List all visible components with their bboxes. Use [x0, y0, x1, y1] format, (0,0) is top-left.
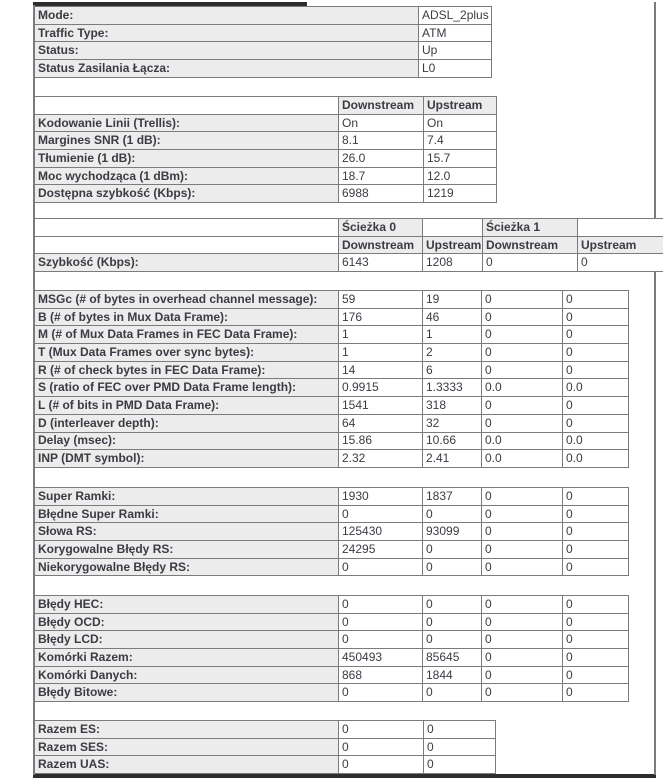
label-cell: Mode:: [35, 7, 419, 25]
label-cell: Błędy HEC:: [35, 596, 339, 614]
value-cell: 0: [423, 541, 493, 559]
label-cell: Szybkość (Kbps):: [35, 254, 339, 272]
value-cell: 0: [423, 558, 493, 576]
value-cell: 0: [482, 397, 563, 415]
value-cell: 450493: [339, 649, 423, 667]
table-row: [482, 631, 629, 649]
table-row: [35, 558, 493, 576]
value-cell: 2.32: [339, 450, 423, 468]
value-cell: 10.66: [423, 432, 493, 450]
table-row: [35, 613, 493, 631]
label-cell: Komórki Razem:: [35, 649, 339, 667]
table-row: [35, 150, 497, 168]
table-row: [35, 523, 493, 541]
value-cell: 0: [482, 361, 563, 379]
label-cell: Downstream: [339, 236, 423, 254]
value-cell: 868: [339, 666, 423, 684]
table-row: [482, 308, 629, 326]
value-cell: 15.7: [424, 150, 497, 168]
value-cell: [35, 219, 339, 237]
label-cell: Razem UAS:: [35, 756, 339, 774]
value-cell: 2: [423, 344, 493, 362]
table-row: [482, 558, 629, 576]
framing-parameters-path1: [481, 290, 629, 468]
value-cell: 0.0: [563, 450, 629, 468]
value-cell: 0: [563, 649, 629, 667]
table-row: [482, 505, 629, 523]
label-cell: Tłumienie (1 dB):: [35, 150, 339, 168]
framing-parameters-path0: [34, 290, 493, 468]
label-cell: Ścieżka 0: [339, 219, 423, 237]
value-cell: 0: [482, 631, 563, 649]
value-cell: 0: [563, 414, 629, 432]
table-row: [482, 613, 629, 631]
value-cell: 85645: [423, 649, 493, 667]
value-cell: 6: [423, 361, 493, 379]
label-cell: Upstream: [578, 236, 663, 254]
label-cell: Niekorygowalne Błędy RS:: [35, 558, 339, 576]
value-cell: 0: [482, 414, 563, 432]
superframe-counters-path1: [481, 487, 629, 576]
value-cell: 0.0: [563, 379, 629, 397]
value-cell: [35, 97, 339, 115]
value-cell: 59: [339, 291, 423, 309]
table-row: [35, 24, 492, 42]
value-cell: 0: [563, 488, 629, 506]
value-cell: 0: [482, 308, 563, 326]
value-cell: 0: [482, 344, 563, 362]
value-cell: 0: [482, 596, 563, 614]
table-row: [482, 450, 629, 468]
value-cell: On: [339, 114, 424, 132]
value-cell: 0: [482, 666, 563, 684]
table-row: [482, 666, 629, 684]
value-cell: 2.41: [423, 450, 493, 468]
frame-right-border: [654, 2, 656, 775]
value-cell: 1: [339, 326, 423, 344]
table-row: [35, 291, 493, 309]
value-cell: 0: [423, 613, 493, 631]
value-cell: 0: [563, 613, 629, 631]
value-cell: L0: [419, 60, 492, 78]
table-row: [35, 114, 497, 132]
table-row: [35, 756, 496, 774]
value-cell: 18.7: [339, 167, 424, 185]
value-cell: 0: [563, 505, 629, 523]
value-cell: 0: [482, 291, 563, 309]
label-cell: Status:: [35, 42, 419, 60]
value-cell: 0: [563, 541, 629, 559]
table-row: [35, 379, 493, 397]
cell-error-counters-path1: [481, 595, 629, 702]
value-cell: 0: [482, 523, 563, 541]
table-row: [482, 488, 629, 506]
table-row: [35, 326, 493, 344]
table-row: [35, 361, 493, 379]
table-row: [483, 219, 663, 237]
value-cell: [578, 219, 663, 237]
value-cell: 6988: [339, 185, 424, 203]
value-cell: 32: [423, 414, 493, 432]
path1-rate-table: [482, 218, 663, 272]
cell-error-counters-path0: [34, 595, 493, 702]
table-row: [35, 432, 493, 450]
value-cell: 0: [482, 326, 563, 344]
value-cell: 0: [563, 397, 629, 415]
value-cell: 176: [339, 308, 423, 326]
label-cell: T (Mux Data Frames over sync bytes):: [35, 344, 339, 362]
table-row: [35, 684, 493, 702]
value-cell: 7.4: [424, 132, 497, 150]
value-cell: 0: [339, 558, 423, 576]
path0-rate-table: [34, 218, 494, 272]
value-cell: 12.0: [424, 167, 497, 185]
value-cell: 0: [423, 505, 493, 523]
table-row: [35, 631, 493, 649]
table-row: [35, 42, 492, 60]
value-cell: Up: [419, 42, 492, 60]
value-cell: 1930: [339, 488, 423, 506]
label-cell: INP (DMT symbol):: [35, 450, 339, 468]
table-row: [482, 326, 629, 344]
label-cell: Super Ramki:: [35, 488, 339, 506]
value-cell: 1837: [423, 488, 493, 506]
value-cell: 0: [339, 684, 423, 702]
label-cell: M (# of Mux Data Frames in FEC Data Frame):: [35, 326, 339, 344]
value-cell: 0: [339, 756, 424, 774]
value-cell: 0: [339, 613, 423, 631]
table-row: [482, 361, 629, 379]
value-cell: 0: [563, 308, 629, 326]
table-row: [482, 523, 629, 541]
label-cell: B (# of bytes in Mux Data Frame):: [35, 308, 339, 326]
label-cell: Upstream: [423, 236, 494, 254]
superframe-counters-path0: [34, 487, 493, 576]
table-row: [35, 738, 496, 756]
value-cell: 0: [482, 558, 563, 576]
table-row: [35, 666, 493, 684]
value-cell: ATM: [419, 24, 492, 42]
value-cell: 0: [483, 254, 578, 272]
value-cell: 0: [424, 756, 496, 774]
link-mode-table: [34, 6, 492, 78]
value-cell: 0: [424, 721, 496, 739]
value-cell: 64: [339, 414, 423, 432]
value-cell: 0.0: [482, 450, 563, 468]
value-cell: [35, 236, 339, 254]
label-cell: Dostępna szybkość (Kbps):: [35, 185, 339, 203]
value-cell: 24295: [339, 541, 423, 559]
value-cell: 0: [482, 684, 563, 702]
value-cell: 0.0: [482, 379, 563, 397]
value-cell: 125430: [339, 523, 423, 541]
value-cell: 0: [482, 649, 563, 667]
value-cell: 26.0: [339, 150, 424, 168]
label-cell: Traffic Type:: [35, 24, 419, 42]
table-row: [35, 721, 496, 739]
value-cell: 0: [563, 558, 629, 576]
value-cell: 0: [339, 596, 423, 614]
table-row: [35, 97, 497, 115]
value-cell: 1208: [423, 254, 494, 272]
table-row: [35, 60, 492, 78]
label-cell: Razem ES:: [35, 721, 339, 739]
table-row: [35, 450, 493, 468]
table-row: [482, 649, 629, 667]
table-row: [35, 236, 494, 254]
value-cell: 0: [423, 631, 493, 649]
value-cell: 0.0: [563, 432, 629, 450]
label-cell: Downstream: [483, 236, 578, 254]
value-cell: 0: [339, 721, 424, 739]
label-cell: R (# of check bytes in FEC Data Frame):: [35, 361, 339, 379]
table-row: [482, 379, 629, 397]
table-row: [35, 254, 494, 272]
value-cell: ADSL_2plus: [419, 7, 492, 25]
label-cell: Błędne Super Ramki:: [35, 505, 339, 523]
line-parameters-table: [34, 96, 497, 203]
label-cell: L (# of bits in PMD Data Frame):: [35, 397, 339, 415]
table-row: [35, 505, 493, 523]
value-cell: 0: [482, 505, 563, 523]
value-cell: 6143: [339, 254, 423, 272]
table-row: [482, 397, 629, 415]
table-row: [482, 291, 629, 309]
value-cell: 8.1: [339, 132, 424, 150]
value-cell: 0.0: [482, 432, 563, 450]
label-cell: Upstream: [424, 97, 497, 115]
value-cell: 93099: [423, 523, 493, 541]
label-cell: Downstream: [339, 97, 424, 115]
label-cell: Razem SES:: [35, 738, 339, 756]
value-cell: 0: [339, 505, 423, 523]
value-cell: 1: [423, 326, 493, 344]
table-row: [482, 432, 629, 450]
value-cell: 0: [339, 738, 424, 756]
label-cell: Kodowanie Linii (Trellis):: [35, 114, 339, 132]
table-row: [35, 344, 493, 362]
value-cell: On: [424, 114, 497, 132]
table-row: [482, 541, 629, 559]
label-cell: S (ratio of FEC over PMD Data Frame length):: [35, 379, 339, 397]
label-cell: D (interleaver depth):: [35, 414, 339, 432]
table-row: [483, 254, 663, 272]
value-cell: 0.9915: [339, 379, 423, 397]
value-cell: 0: [563, 631, 629, 649]
label-cell: Słowa RS:: [35, 523, 339, 541]
value-cell: 0: [424, 738, 496, 756]
table-row: [35, 596, 493, 614]
value-cell: 0: [482, 488, 563, 506]
value-cell: 0: [563, 344, 629, 362]
value-cell: 0: [482, 541, 563, 559]
table-row: [35, 414, 493, 432]
table-row: [35, 167, 497, 185]
totals-table: [34, 720, 496, 774]
label-cell: Status Zasilania Łącza:: [35, 60, 419, 78]
value-cell: 0: [423, 684, 493, 702]
value-cell: 0: [563, 684, 629, 702]
value-cell: 0: [482, 613, 563, 631]
table-row: [35, 185, 497, 203]
table-row: [35, 541, 493, 559]
value-cell: 46: [423, 308, 493, 326]
table-row: [35, 397, 493, 415]
table-row: [483, 236, 663, 254]
label-cell: Komórki Danych:: [35, 666, 339, 684]
table-row: [35, 649, 493, 667]
value-cell: 0: [423, 596, 493, 614]
label-cell: Ścieżka 1: [483, 219, 578, 237]
table-row: [35, 132, 497, 150]
value-cell: 14: [339, 361, 423, 379]
value-cell: 0: [563, 666, 629, 684]
value-cell: 1219: [424, 185, 497, 203]
value-cell: 0: [563, 291, 629, 309]
value-cell: 15.86: [339, 432, 423, 450]
value-cell: 0: [563, 523, 629, 541]
label-cell: MSGc (# of bytes in overhead channel message):: [35, 291, 339, 309]
table-row: [482, 596, 629, 614]
table-row: [35, 7, 492, 25]
value-cell: 0: [563, 326, 629, 344]
label-cell: Błędy OCD:: [35, 613, 339, 631]
table-row: [482, 344, 629, 362]
label-cell: Korygowalne Błędy RS:: [35, 541, 339, 559]
table-row: [35, 488, 493, 506]
table-row: [35, 219, 494, 237]
label-cell: Delay (msec):: [35, 432, 339, 450]
value-cell: 0: [339, 631, 423, 649]
value-cell: 19: [423, 291, 493, 309]
value-cell: 0: [578, 254, 663, 272]
value-cell: 0: [563, 596, 629, 614]
value-cell: 0: [563, 361, 629, 379]
table-row: [35, 308, 493, 326]
value-cell: 318: [423, 397, 493, 415]
label-cell: Błędy Bitowe:: [35, 684, 339, 702]
value-cell: 1844: [423, 666, 493, 684]
bottom-divider-bar: [33, 774, 656, 778]
value-cell: 1541: [339, 397, 423, 415]
table-row: [482, 684, 629, 702]
label-cell: Margines SNR (1 dB):: [35, 132, 339, 150]
table-row: [482, 414, 629, 432]
value-cell: 1.3333: [423, 379, 493, 397]
value-cell: 1: [339, 344, 423, 362]
label-cell: Błędy LCD:: [35, 631, 339, 649]
label-cell: Moc wychodząca (1 dBm):: [35, 167, 339, 185]
